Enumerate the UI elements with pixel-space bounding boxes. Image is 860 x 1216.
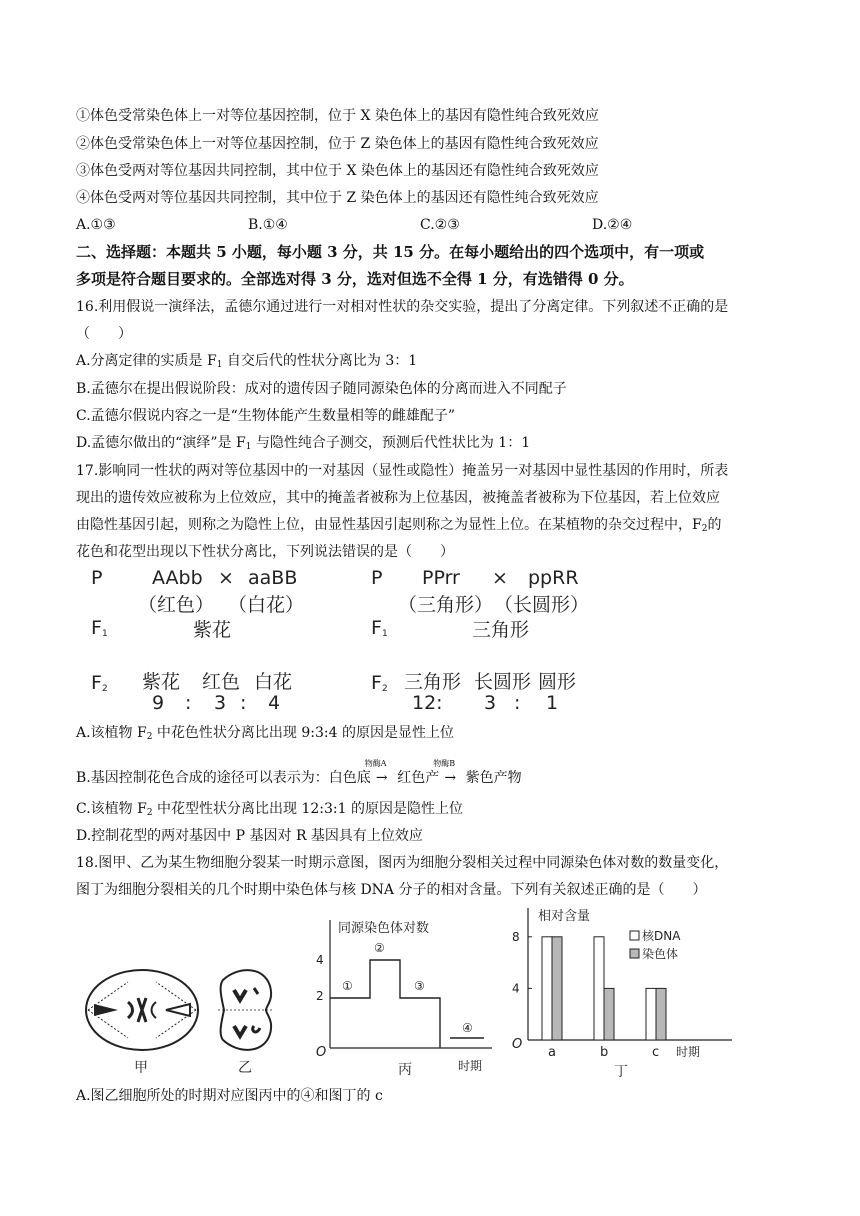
bing-chart	[308, 910, 498, 1080]
q17-option-c: C.该植物 $F_2$ 中花型性状分离比出现 12:3:1 的原因是隐性上位	[76, 801, 463, 818]
cross-right-f2-pheno-2: 长圆形	[474, 671, 532, 693]
option-2: ②体色受常染色体上一对等位基因控制，位于 Z 染色体上的基因有隐性纯合致死效应	[76, 136, 599, 152]
section-header-line1: 二、选择题：本题共 5 小题，每小题 3 分，共 15 分。在每小题给出的四个选项中，有一项或	[76, 243, 705, 261]
cross-left-ratio-3: 4	[268, 692, 281, 714]
answer-choices	[76, 215, 764, 235]
cross-left-f2: $F_2$	[91, 672, 108, 694]
cross-right-times: ×	[492, 567, 508, 589]
q18-stem-1: 18.图甲、乙为某生物细胞分裂某一时期示意图，图丙为细胞分裂相关过程中同源染色体对数的数量变化，	[76, 855, 729, 871]
bing-stage-4: ④	[462, 1021, 473, 1035]
bing-step-line	[330, 960, 440, 1048]
cross-right-f2-pheno-1: 三角形	[404, 671, 462, 693]
q16-option-b: B.孟德尔在提出假说阶段：成对的遗传因子随同源染色体的分离而进入不同配子	[76, 381, 567, 397]
legend-swatch-dna	[630, 931, 639, 940]
cross-right-f2: $F_2$	[371, 672, 388, 694]
cross-left-ratio-1: 9	[152, 692, 165, 714]
q17-stem-4: 花色和花型出现以下性状分离比，下列说法错误的是（ ）	[76, 544, 454, 560]
cross-left-f1-pheno: 紫花	[193, 619, 232, 641]
cross-left-parent1: AAbb	[152, 567, 203, 589]
option-1: ①体色受常染色体上一对等位基因控制，位于 X 染色体上的基因有隐性纯合致死效应	[76, 108, 599, 124]
ding-ytick-4: 4	[512, 981, 520, 996]
label-jia: 甲	[134, 1060, 148, 1076]
q17-stem-1: 17.影响同一性状的两对等位基因中的一对基因（显性或隐性）掩盖另一对基因中显性基因的作用时，所表	[76, 463, 729, 479]
option-4: ④体色受两对等位基因共同控制，其中位于 Z 染色体上的基因还有隐性纯合致死效应	[76, 190, 599, 206]
bing-stage-3: ③	[414, 979, 425, 993]
ding-category-c: c	[652, 1045, 660, 1060]
choice-a: A.①③	[76, 217, 116, 233]
cross-right-f2-pheno-3: 圆形	[538, 671, 577, 693]
ding-legend	[630, 928, 681, 961]
bing-stage-1: ①	[342, 979, 353, 993]
cross-left-parent2: aaBB	[248, 567, 298, 589]
ding-xlabel: 时期	[676, 1045, 701, 1059]
cross-left-f1: $F_1$	[91, 617, 108, 639]
legend-label-chromosome: 染色体	[642, 947, 679, 961]
q16-bracket: （ ）	[76, 326, 132, 342]
cross-left-p: P	[91, 567, 103, 589]
q17-stem-2: 现出的遗传效应被称为上位效应，其中的掩盖者被称为上位基因，被掩盖者被称为下位基因，若上位效应	[76, 490, 720, 506]
q16-stem: 16.利用假说一演绎法，孟德尔通过进行一对相对性状的杂交实验，提出了分离定律。下列叙述不正确的是	[76, 299, 729, 315]
bing-ytick-2: 2	[316, 989, 324, 1003]
choice-d: D.②④	[592, 217, 633, 233]
cross-left-f2-pheno-2: 红色	[202, 671, 241, 693]
q17-stem-3: 由隐性基因引起，则称之为隐性上位，由显性基因引起则称之为显性上位。在某植物的杂交过程中，$F_2$的	[76, 517, 722, 534]
cell-jia-diagram	[86, 970, 198, 1050]
bing-stage-2: ②	[374, 941, 385, 955]
cross-left-ratio-colon-1: :	[185, 692, 192, 714]
cross-right-parent1: PPrr	[422, 567, 460, 589]
q16-option-c: C.孟德尔假说内容之一是“生物体能产生数量相等的雌雄配子”	[76, 408, 455, 424]
ding-category-a: a	[548, 1045, 556, 1060]
cross-right-p: P	[371, 567, 383, 589]
ding-bar-c-chromosome	[656, 988, 666, 1040]
q18-option-a: A.图乙细胞所处的时期对应图丙中的④和图丁的 c	[76, 1088, 383, 1104]
ding-ytick-8: 8	[512, 929, 520, 944]
cross-left-parent2-label: （白花）	[228, 594, 305, 616]
cross-left-ratio-colon-2: :	[240, 692, 247, 714]
cross-left-f2-pheno-3: 白花	[254, 671, 293, 693]
cross-right-ratio-2: 3	[484, 692, 497, 714]
cross-right-ratio-colon: :	[514, 692, 521, 714]
cross-right-ratio-1: 12:	[412, 692, 443, 714]
pathway-arrow-b: 物酶B →	[433, 759, 457, 786]
cross-left-parent1-label: （红色）	[138, 594, 215, 616]
choice-c: C.②③	[420, 217, 460, 233]
cell-division-figures	[78, 960, 298, 1080]
pathway-arrow-a: 物酶A →	[364, 759, 388, 786]
legend-swatch-chromosome	[630, 949, 639, 958]
cross-left-times: ×	[218, 567, 234, 589]
ding-bar-chart	[506, 900, 736, 1080]
q16-option-d: D.孟德尔做出的“演绎”是 $F_1$ 与隐性纯合子测交，预测后代性状比为 1：1	[76, 435, 531, 452]
cross-right-ratio-3: 1	[546, 692, 559, 714]
q17-option-a: A.该植物 $F_2$ 中花色性状分离比出现 9:3:4 的原因是显性上位	[76, 725, 454, 742]
option-3: ③体色受两对等位基因共同控制，其中位于 X 染色体上的基因还有隐性纯合致死效应	[76, 163, 599, 179]
cross-right-parent2-label: （长圆形）	[494, 594, 590, 616]
cross-right-f1: $F_1$	[371, 617, 388, 639]
ding-bar-c-dna	[646, 988, 656, 1040]
section-header-line2: 多项是符合题目要求的。全部选对得 3 分，选对但选不全得 1 分，有选错得 0 分。	[76, 270, 634, 288]
q17-option-b: B.基因控制花色合成的途径可以表示为：白色底 物酶A → 红色产 物酶B → 紫色产物	[76, 759, 522, 786]
ding-bar-a-chromosome	[552, 937, 562, 1040]
cross-right-f1-pheno: 三角形	[472, 619, 530, 641]
cross-right-parent2: ppRR	[528, 567, 579, 589]
bing-ylabel: 同源染色体对数	[338, 921, 430, 936]
ding-bar-b-dna	[594, 937, 604, 1040]
cell-yi-diagram	[218, 970, 274, 1050]
bing-xlabel: 时期	[458, 1059, 483, 1073]
q18-stem-2: 图丁为细胞分裂相关的几个时期中染色体与核 DNA 分子的相对含量。下列有关叙述正确的是（ ）	[76, 882, 707, 898]
legend-label-dna: 核DNA	[642, 929, 681, 943]
q16-option-a: A.分离定律的实质是 $F_1$ 自交后代的性状分离比为 3：1	[76, 353, 418, 370]
bing-ytick-4: 4	[316, 953, 324, 967]
ding-bar-a-dna	[542, 937, 552, 1040]
cross-right-parent1-label: （三角形）	[398, 594, 494, 616]
bing-origin: O	[316, 1045, 327, 1060]
ding-category-b: b	[600, 1045, 609, 1060]
label-bing: 丙	[398, 1062, 412, 1078]
choice-b: B.①④	[248, 217, 288, 233]
cross-left-f2-pheno-1: 紫花	[142, 671, 181, 693]
label-ding: 丁	[614, 1064, 628, 1080]
q17-option-d: D.控制花型的两对基因中 P 基因对 R 基因具有上位效应	[76, 828, 423, 844]
label-yi: 乙	[238, 1060, 252, 1076]
ding-ylabel: 相对含量	[538, 909, 591, 924]
ding-origin: O	[512, 1037, 523, 1052]
cross-left-ratio-2: 3	[214, 692, 227, 714]
ding-bar-b-chromosome	[604, 988, 614, 1040]
